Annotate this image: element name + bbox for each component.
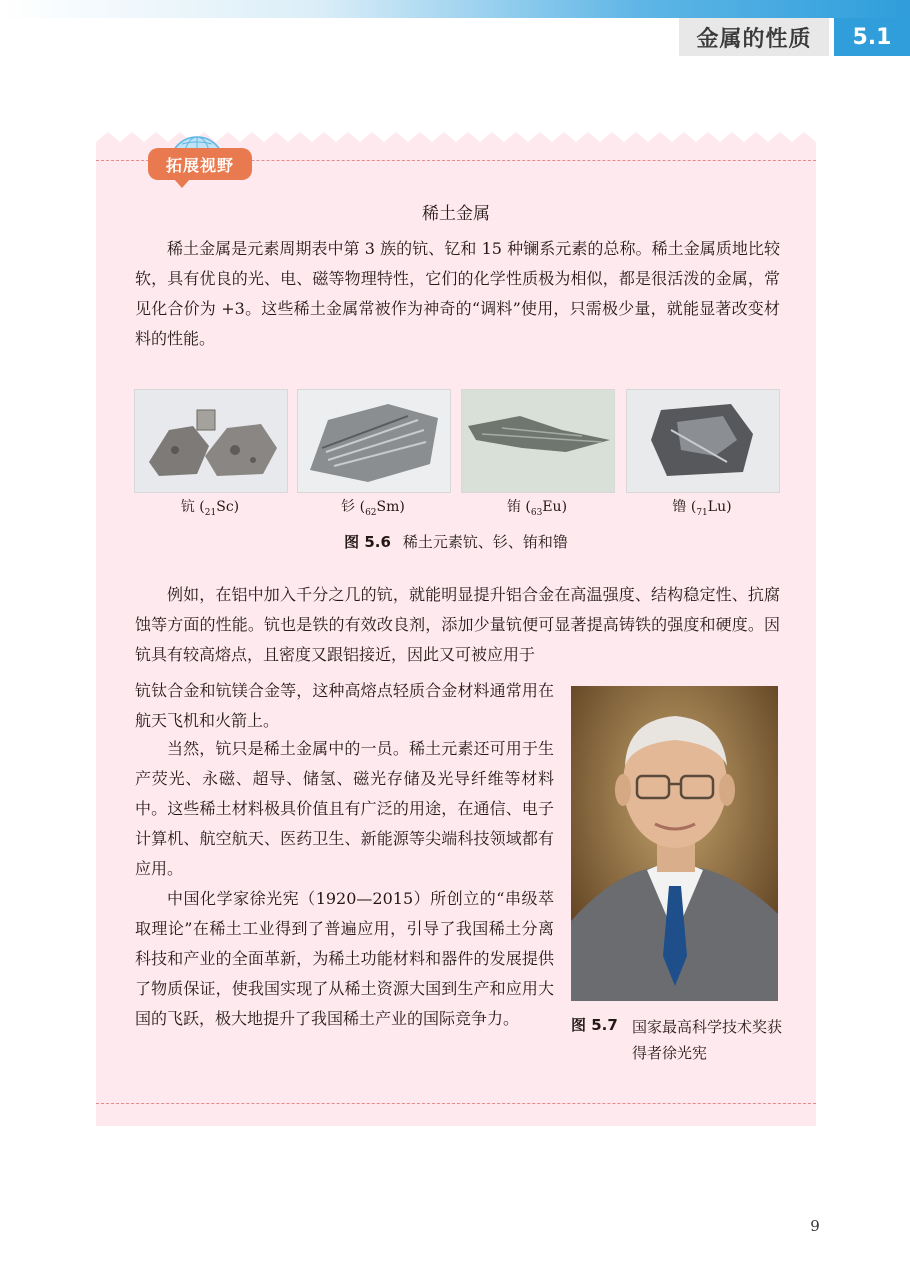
samarium-photo: [297, 389, 451, 493]
lutetium-caption: 镥 $(_{71}Lu)$: [672, 499, 732, 518]
figure-caption-text: 稀土元素钪、钐、铕和镥: [402, 533, 568, 551]
section-title: 稀土金属: [422, 204, 490, 224]
top-gradient-bar: [0, 0, 910, 18]
lutetium-photo: [626, 389, 780, 493]
chapter-number: 5.1: [834, 18, 910, 56]
scandium-photo: [134, 389, 288, 493]
figure-5-7-caption: 国家最高科学技术奖获得者徐光宪: [632, 1018, 783, 1062]
paragraph-scandium: 例如，在铝中加入千分之几的钪，就能明显提升铝合金在高温强度、结构稳定性、抗腐蚀等方面的性能。钪也是铁的有效改良剂，添加少量钪便可显著提高铸铁的强度和硬度。因钪具有较高熔点，且密度又跟铝接近，因此又可被应用于: [135, 585, 780, 664]
paragraph-xu-guangxian: 中国化学家徐光宪（1920—2015）所创立的“串级萃取理论”在稀土工业得到了普遍应用，引导了我国稀土分离科技和产业的全面革新，为稀土功能材料和器件的发展提供了物质保证，使我国实现了从稀土资源大国到生产和应用大国的飞跃，极大地提升了我国稀土产业的国际竞争力。: [135, 889, 554, 1028]
scandium-caption: 钪 $(_{21}Sc)$: [180, 499, 240, 518]
europium-photo: [461, 389, 615, 493]
figure-5-7-number: 图 5.7: [571, 1016, 618, 1034]
europium-caption: 铕 $(_{63}Eu)$: [506, 499, 568, 518]
dashed-divider-bottom: [96, 1103, 816, 1104]
paragraph-intro: 稀土金属是元素周期表中第 3 族的钪、钇和 15 种镧系元素的总称。稀土金属质地比较软，具有优良的光、电、磁等物理特性，它们的化学性质极为相似，都是很活泼的金属，常见化合价为 +3。这些稀土金属常被作为神奇的“调料”使用，只需极少量，就能显著改变材料的性能。: [135, 239, 780, 348]
paragraph-scandium-cont: 钪钛合金和钪镁合金等，这种高熔点轻质合金材料通常用在航天飞机和火箭上。: [135, 681, 554, 730]
paragraph-applications: 当然，钪只是稀土金属中的一员。稀土元素还可用于生产荧光、永磁、超导、储氢、磁光存储及光导纤维等材料中。这些稀土材料极具价值且有广泛的用途，在通信、电子计算机、航空航天、医药卫生、新能源等尖端科技领域都有应用。: [135, 739, 554, 878]
chapter-title: 金属的性质: [679, 18, 829, 56]
extension-badge: 拓展视野: [148, 148, 252, 180]
samarium-caption: 钐 $(_{62}Sm)$: [341, 499, 405, 518]
figure-5-6-caption: [96, 531, 816, 552]
portrait-photo: [571, 686, 778, 1001]
figure-number: 图 5.6: [344, 533, 391, 551]
page-number: 9: [810, 1217, 820, 1235]
